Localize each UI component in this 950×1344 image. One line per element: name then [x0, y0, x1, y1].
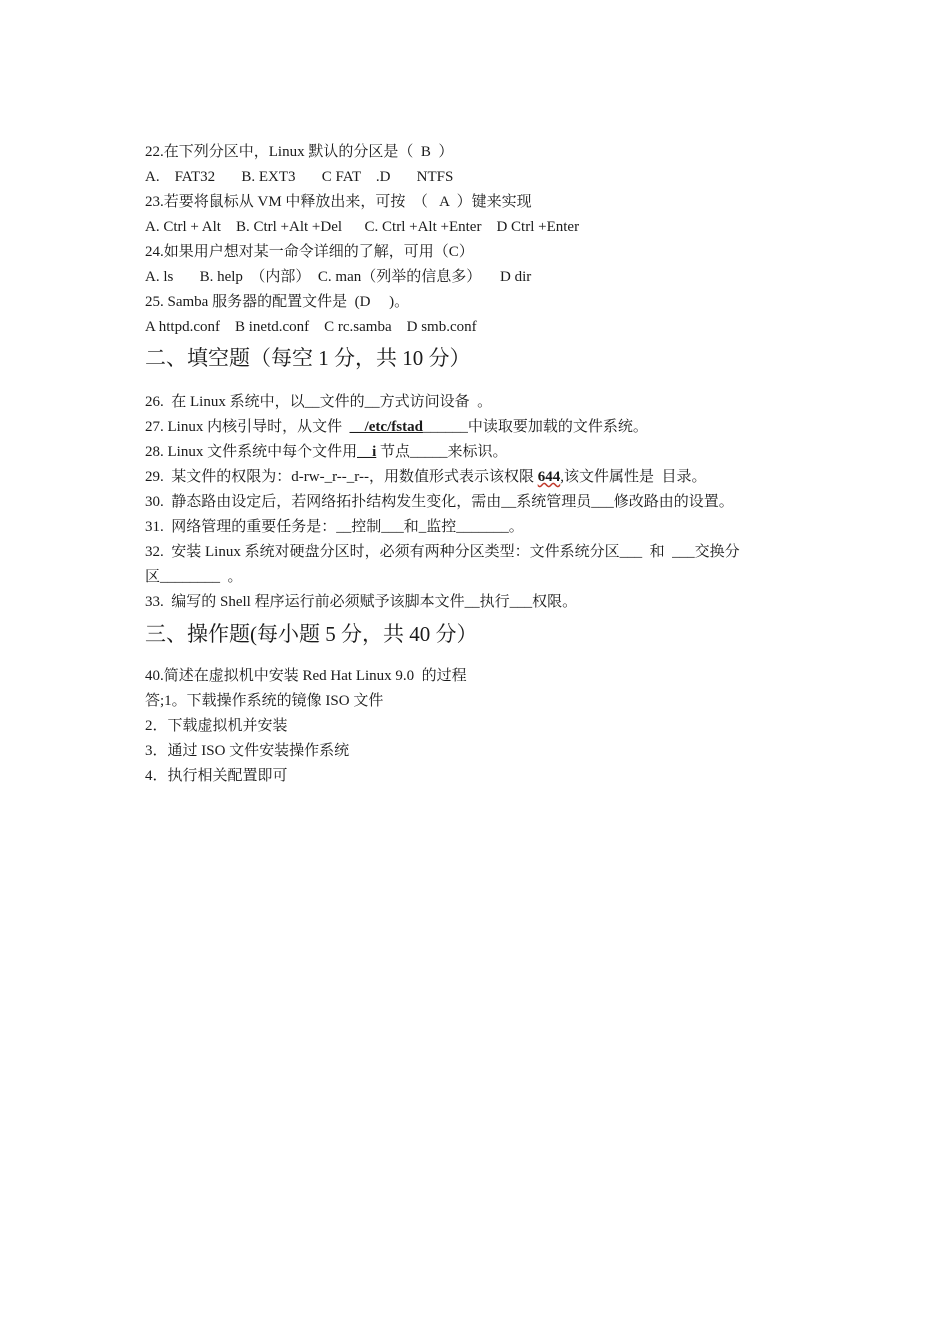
section-heading-fill-in: 二、填空题（每空 1 分，共 10 分）	[145, 346, 471, 370]
question-28-tail: 节点_____来标识。	[376, 444, 508, 460]
question-27-tail: ______中读取要加载的文件系统。	[422, 419, 648, 435]
question-22: 22.在下列分区中，Linux 默认的分区是（ B ）	[145, 144, 454, 160]
answer-line-2: 2．下载虚拟机并安装	[145, 718, 288, 734]
question-31: 31. 网络管理的重要任务是：__控制___和_监控_______。	[145, 519, 524, 535]
question-27	[145, 417, 648, 437]
question-23: 23.若要将鼠标从 VM 中释放出来，可按 （ A ）键来实现	[145, 194, 532, 210]
question-28	[145, 442, 508, 462]
answer-line-1: 答;1。下载操作系统的镜像 ISO 文件	[145, 693, 384, 709]
answer-line-4: 4．执行相关配置即可	[145, 768, 288, 784]
question-32-continued: 区________ 。	[145, 569, 243, 585]
question-40: 40.简述在虚拟机中安装 Red Hat Linux 9.0 的过程	[145, 668, 467, 684]
question-24: 24.如果用户想对某一命令详细的了解，可用（C）	[145, 244, 474, 260]
answer-line-3: 3．通过 ISO 文件安装操作系统	[145, 743, 350, 759]
question-27-text: 27. Linux 内核引导时，从文件	[145, 419, 350, 435]
question-22-options: A. FAT32 B. EXT3 C FAT .D NTFS	[145, 169, 454, 185]
question-29	[145, 467, 706, 487]
question-27-answer: __/etc/fstad	[349, 419, 423, 435]
question-25-options: A httpd.conf B inetd.conf C rc.samba D smb.conf	[145, 319, 477, 335]
question-29-text: 29. 某文件的权限为：d-rw-_r--_r--，用数值形式表示该权限	[145, 469, 538, 485]
question-29-tail: ,该文件属性是 目录。	[560, 469, 707, 485]
question-28-text: 28. Linux 文件系统中每个文件用	[145, 444, 358, 460]
question-24-options: A. ls B. help （内部） C. man（列举的信息多） D dir	[145, 269, 532, 285]
question-25: 25. Samba 服务器的配置文件是 (D )。	[145, 294, 410, 310]
question-30: 30. 静态路由设定后，若网络拓扑结构发生变化，需由__系统管理员___修改路由的设置。	[145, 494, 734, 510]
question-28-answer: __i	[357, 444, 377, 460]
question-26: 26. 在 Linux 系统中，以__文件的__方式访问设备 。	[145, 394, 493, 410]
section-heading-operation: 三、操作题(每小题 5 分，共 40 分）	[145, 622, 478, 646]
question-33: 33. 编写的 Shell 程序运行前必须赋予该脚本文件__执行___权限。	[145, 594, 578, 610]
question-29-answer: 644	[537, 469, 561, 485]
question-23-options: A. Ctrl + Alt B. Ctrl +Alt +Del C. Ctrl +Alt +Enter D Ctrl +Enter	[145, 219, 580, 235]
question-32: 32. 安装 Linux 系统对硬盘分区时，必须有两种分区类型：文件系统分区___ 和 ___交换分	[145, 544, 740, 560]
